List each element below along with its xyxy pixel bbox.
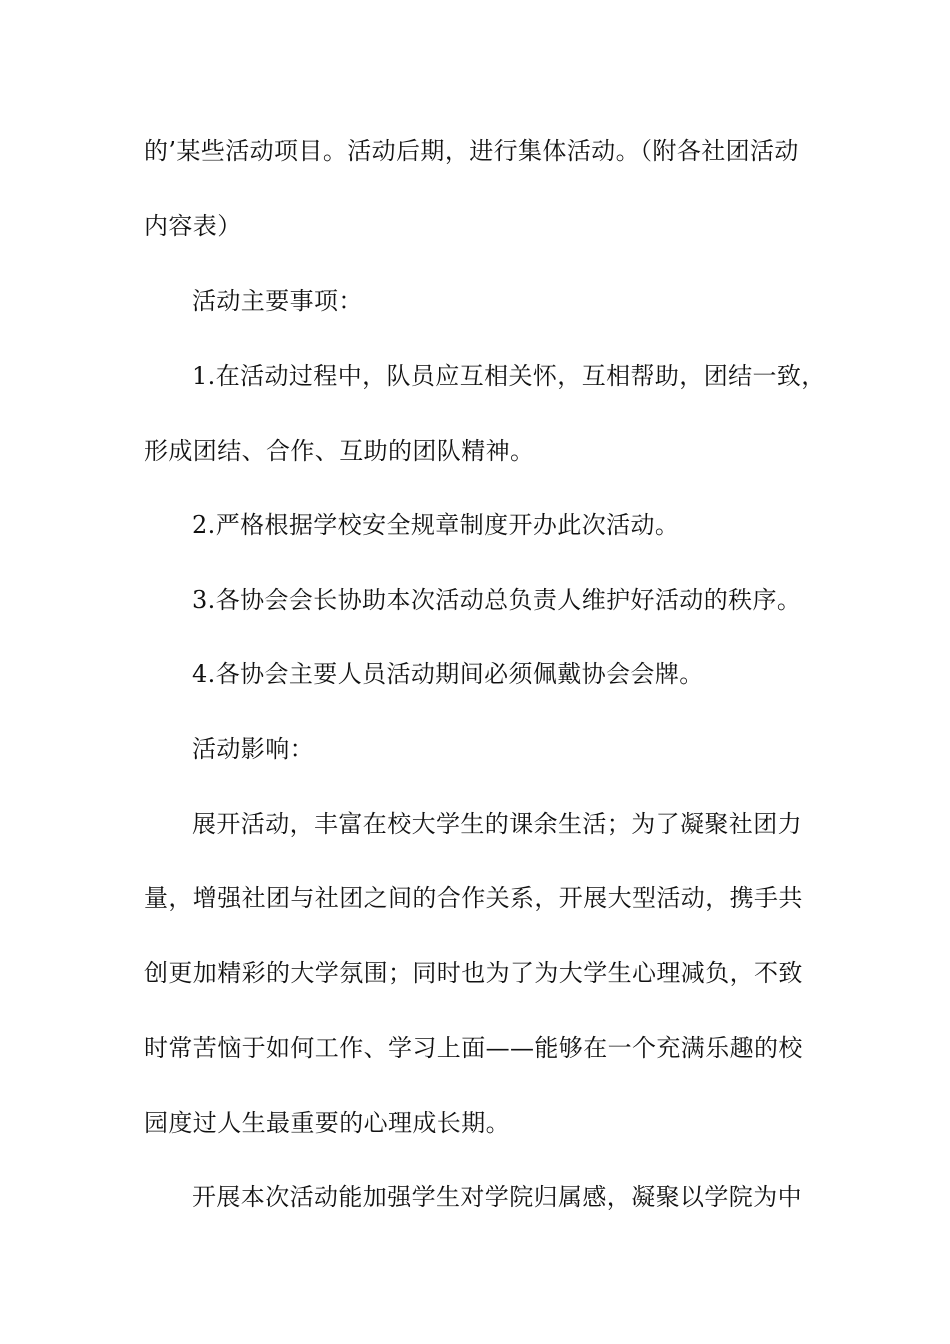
paragraph-line-3: 创更加精彩的大学氛围；同时也为了为大学生心理减负，不致 (144, 959, 803, 987)
paragraph-line-5: 园度过人生最重要的心理成长期。 (144, 1109, 510, 1137)
text-line-1: 的’某些活动项目。活动后期，进行集体活动。（附各社团活动 (144, 137, 799, 165)
paragraph-line-4: 时常苦恼于如何工作、学习上面——能够在一个充满乐趣的校 (144, 1034, 803, 1062)
list-item-3: 3.各协会会长协助本次活动总负责人维护好活动的秩序。 (192, 586, 802, 614)
section-heading-notes: 活动主要事项： (192, 287, 363, 315)
list-item-4: 4.各协会主要人员活动期间必须佩戴协会会牌。 (192, 660, 704, 688)
paragraph-line-2: 量，增强社团与社团之间的合作关系，开展大型活动，携手共 (144, 884, 803, 912)
text-line-2: 内容表） (144, 212, 242, 240)
paragraph-2-line-1: 开展本次活动能加强学生对学院归属感，凝聚以学院为中 (192, 1183, 802, 1211)
list-item-2: 2.严格根据学校安全规章制度开办此次活动。 (192, 511, 680, 539)
list-item-1-continued: 形成团结、合作、互助的团队精神。 (144, 437, 535, 465)
paragraph-line-1: 展开活动，丰富在校大学生的课余生活；为了凝聚社团力 (192, 810, 802, 838)
list-item-1: 1.在活动过程中，队员应互相关怀，互相帮助，团结一致， (192, 362, 826, 390)
section-heading-impact: 活动影响： (192, 735, 314, 763)
